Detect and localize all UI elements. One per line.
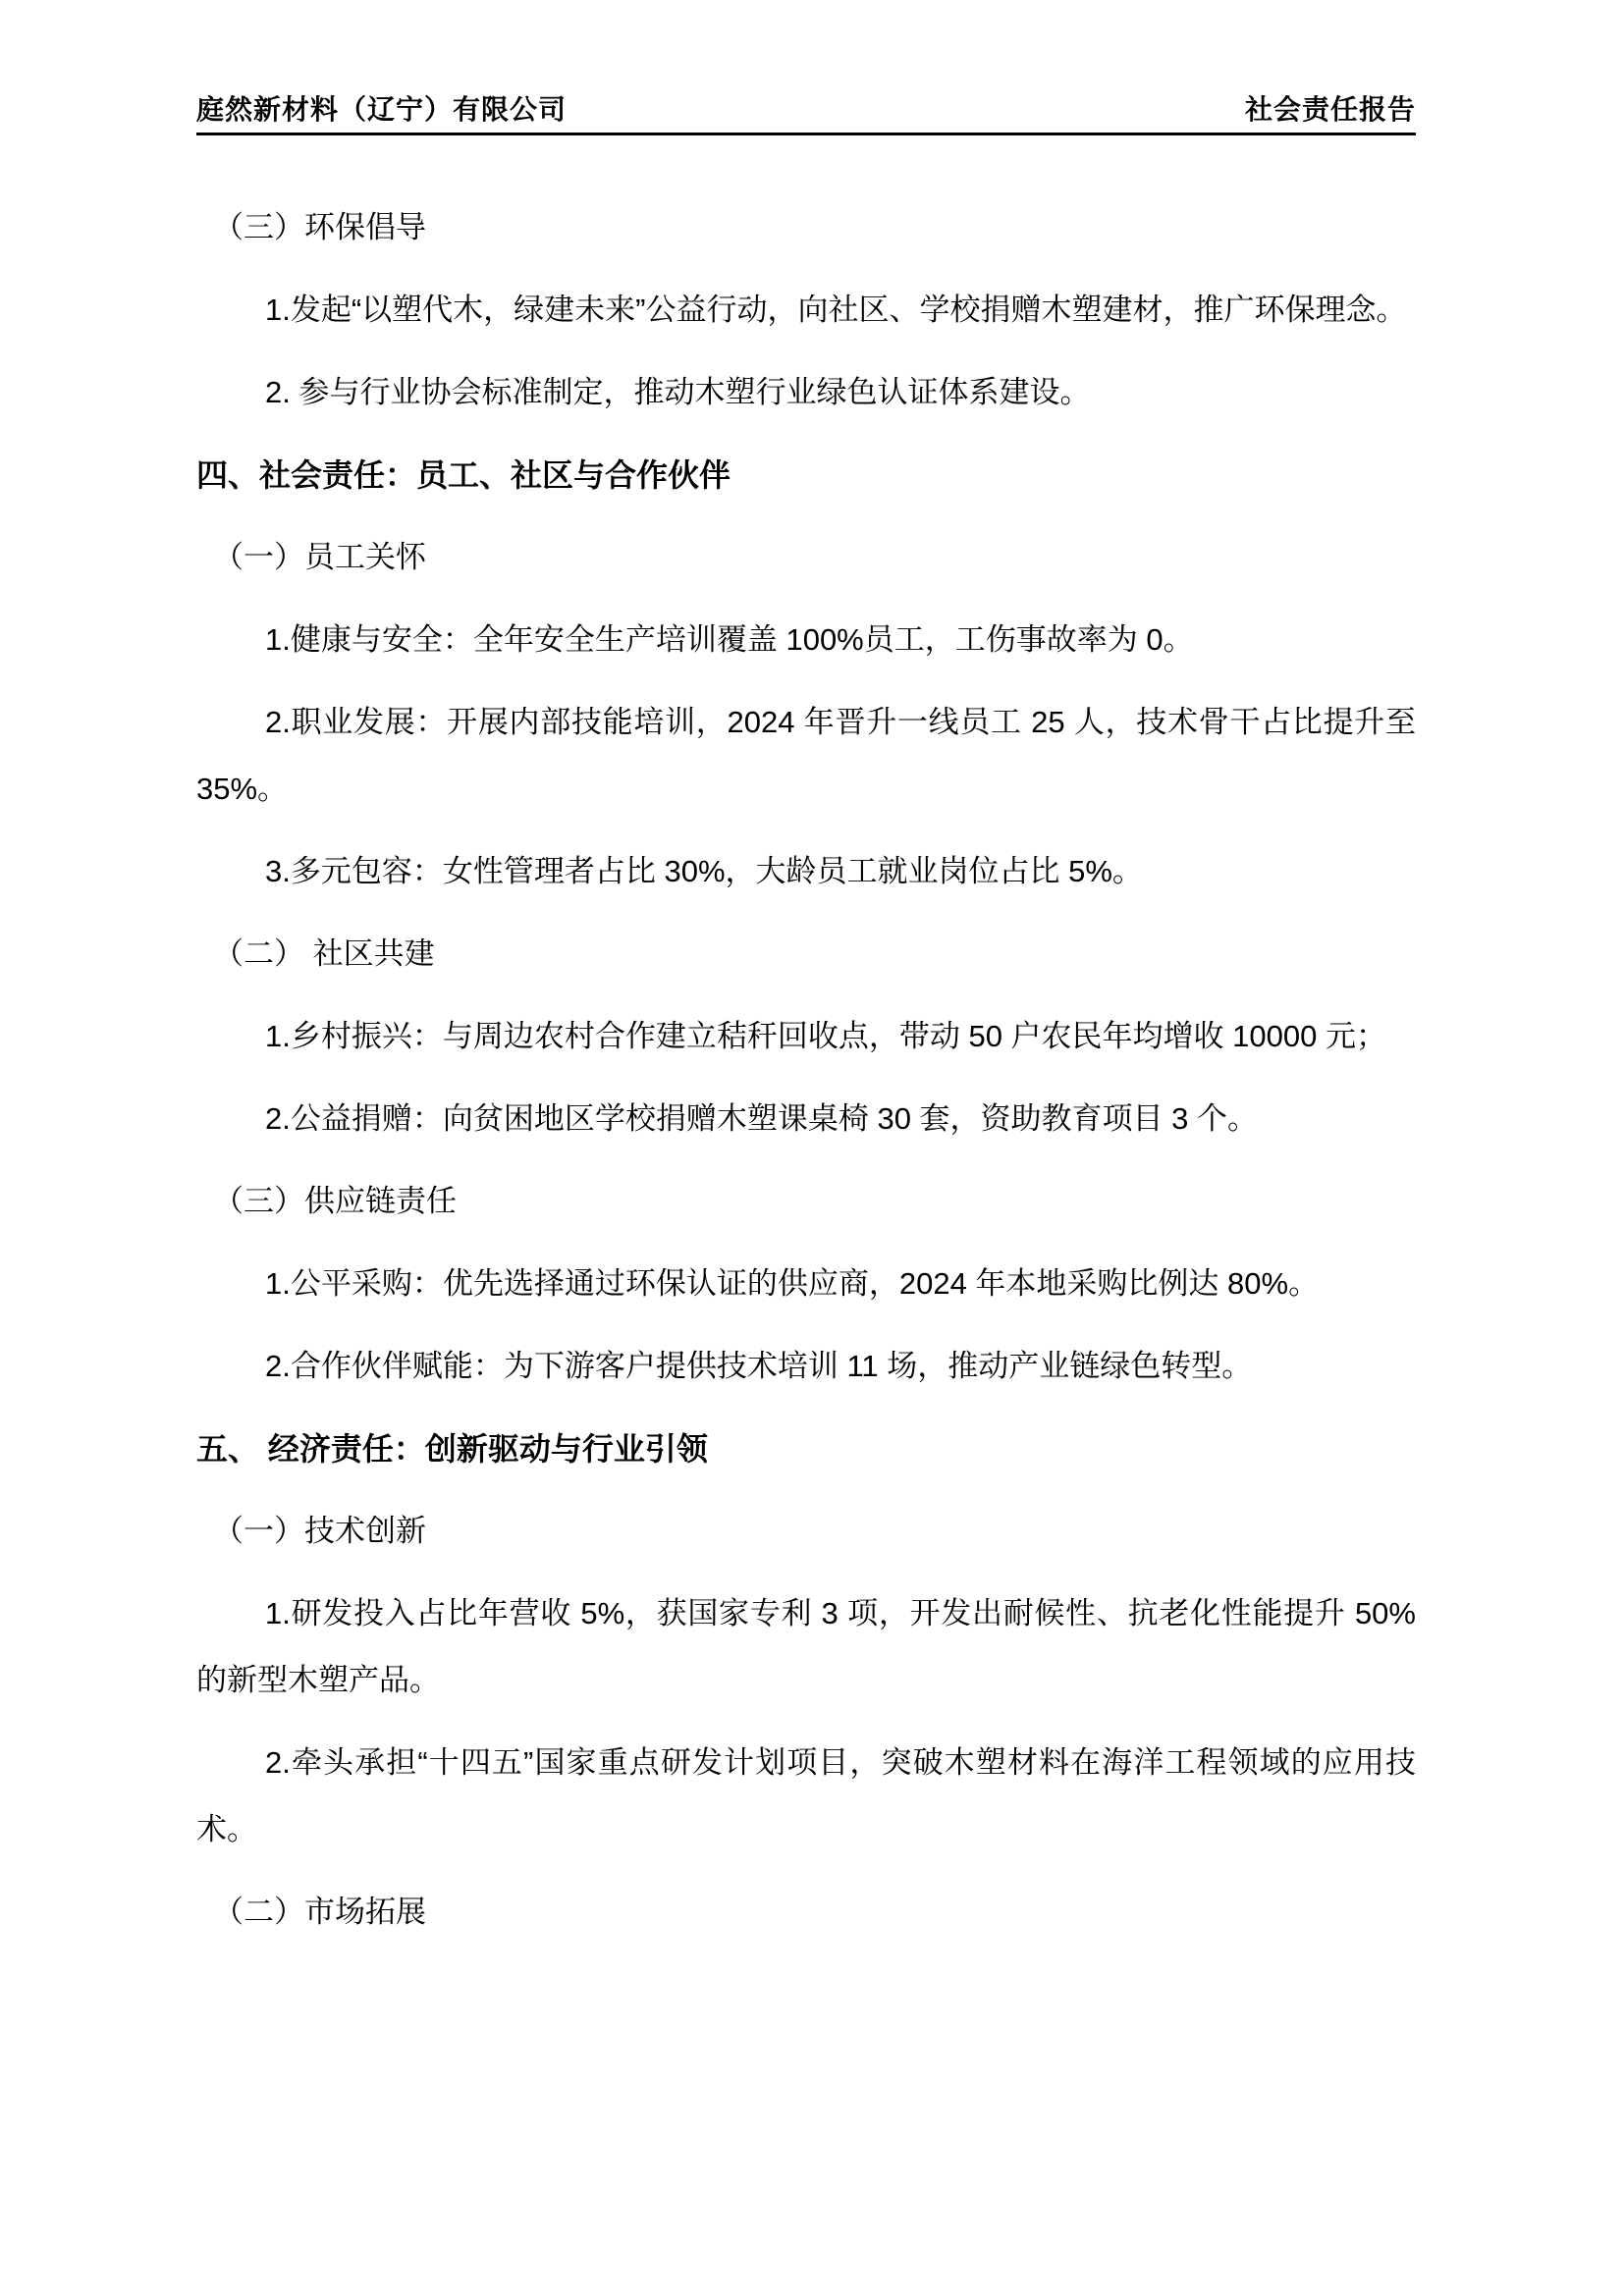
sub-section-heading: （二） 社区共建 (213, 935, 435, 971)
body-paragraph: 1.研发投入占比年营收 5%，获国家专利 3 项，开发出耐候性、抗老化性能提升 50%的新型木塑产品。 (196, 1595, 1416, 1697)
body-paragraph: 2.职业发展：开展内部技能培训，2024 年晋升一线员工 25 人，技术骨干占比提升至 35%。 (196, 704, 1416, 806)
section-heading: 五、 经济责任：创新驱动与行业引领 (196, 1430, 708, 1467)
sub-section-heading: （一）员工关怀 (213, 539, 426, 574)
sub-section-heading: （三）环保倡导 (213, 209, 426, 244)
body-paragraph: 2. 参与行业协会标准制定，推动木塑行业绿色认证体系建设。 (265, 374, 1091, 409)
body-paragraph: 1.健康与安全：全年安全生产培训覆盖 100%员工，工伤事故率为 0。 (265, 621, 1194, 657)
body-paragraph: 3.多元包容：女性管理者占比 30%，大龄员工就业岗位占比 5%。 (265, 853, 1143, 888)
section-heading: 四、社会责任：员工、社区与合作伙伴 (196, 456, 731, 493)
header-report-title: 社会责任报告 (1244, 94, 1416, 125)
header-company-name: 庭然新材料（辽宁）有限公司 (196, 94, 568, 125)
sub-section-heading: （一）技术创新 (213, 1513, 426, 1548)
sub-section-heading: （三）供应链责任 (213, 1183, 457, 1218)
body-paragraph: 1.公平采购：优先选择通过环保认证的供应商，2024 年本地采购比例达 80%。 (265, 1265, 1320, 1301)
sub-section-heading: （二）市场拓展 (213, 1894, 426, 1929)
body-paragraph: 1.发起“以塑代木，绿建未来”公益行动，向社区、学校捐赠木塑建材，推广环保理念。 (265, 292, 1407, 327)
body-paragraph: 2.牵头承担“十四五”国家重点研发计划项目，突破木塑材料在海洋工程领域的应用技术。 (196, 1744, 1416, 1846)
body-paragraph: 1.乡村振兴：与周边农村合作建立秸秆回收点，带动 50 户农民年均增收 10000 元； (265, 1018, 1386, 1053)
document-body (196, 194, 1416, 1946)
body-paragraph: 2.合作伙伴赋能：为下游客户提供技术培训 11 场，推动产业链绿色转型。 (265, 1348, 1253, 1383)
page-header (196, 93, 1416, 135)
body-paragraph: 2.公益捐赠：向贫困地区学校捐赠木塑课桌椅 30 套，资助教育项目 3 个。 (265, 1100, 1259, 1136)
